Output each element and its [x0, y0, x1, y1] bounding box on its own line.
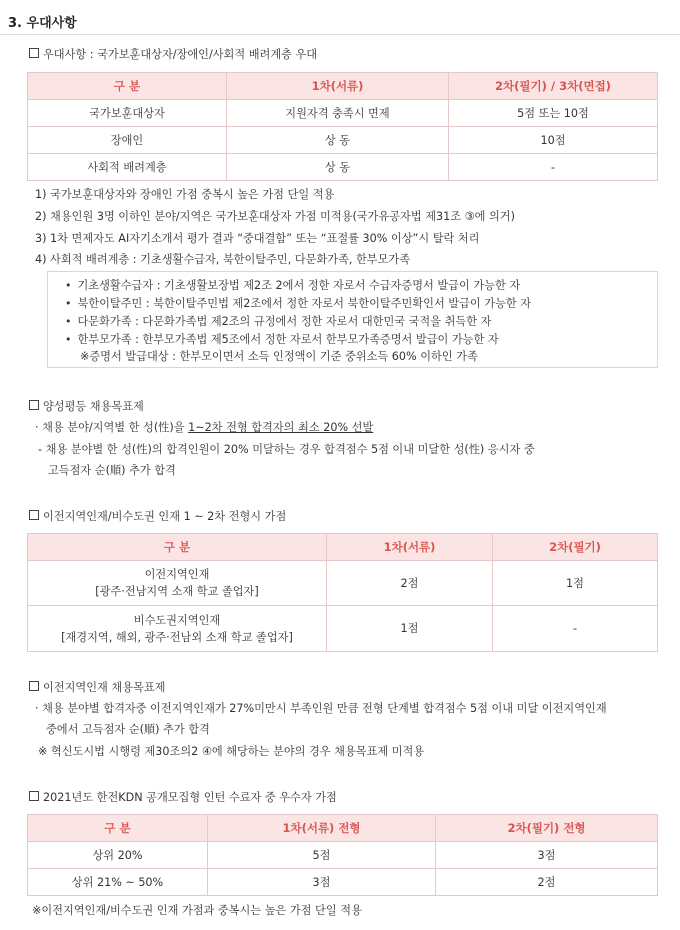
table-row	[28, 606, 658, 652]
section-title: 3. 우대사항	[8, 16, 77, 31]
list-item-text: 한부모가족 : 한부모가족법 제5조에서 정한 자로서 한부모가족증명서 발급이 가능한 자	[77, 333, 499, 346]
header-cell: 2차(필기) 전형	[436, 815, 658, 842]
note-4: 4) 사회적 배려계층 : 기초생활수급자, 북한이탈주민, 다문화가족, 한부모가족	[35, 253, 411, 266]
table-cell: 5점	[208, 842, 436, 869]
table-cell: 2점	[327, 561, 493, 606]
table-cell: 상 동	[227, 127, 449, 154]
table-cell: -	[449, 154, 658, 181]
table-cell: 사회적 배려계층	[28, 154, 227, 181]
intern-bonus-heading	[29, 789, 337, 805]
header-cell: 구 분	[28, 815, 208, 842]
note-1: 1) 국가보훈대상자와 장애인 가점 중복시 높은 가점 단일 적용	[35, 188, 335, 201]
social-group-box	[47, 271, 658, 368]
list-item-text: 북한이탈주민 : 북한이탈주민법 제2조에서 정한 자로서 북한이탈주민확인서 발급이 가능한 자	[77, 297, 532, 310]
cell-line: [광주·전남지역 소재 학교 졸업자]	[95, 585, 259, 598]
regional-target-line-1: · 채용 분야별 합격자중 이전지역인재가 27%미만시 부족인원 만큼 전형 단계별 합격점수 5점 이내 미달 이전지역인재	[35, 702, 607, 715]
list-item-text: 기초생활수급자 : 기초생활보장법 제2조 2에서 정한 자로서 수급자증명서 발급이 가능한 자	[77, 279, 521, 292]
table-row	[28, 154, 658, 181]
preference-heading	[29, 46, 317, 62]
cell-line: [재경지역, 해외, 광주·전남외 소재 학교 졸업자]	[61, 630, 293, 644]
intern-bonus-table	[27, 814, 658, 896]
table-cell: 상위 21% ~ 50%	[28, 869, 208, 896]
header-cell: 1차(서류)	[327, 534, 493, 561]
list-item	[65, 313, 491, 329]
table-cell: 1점	[327, 606, 493, 652]
box-note: ※증명서 발급대상 : 한부모이면서 소득 인정액이 기준 중위소득 60% 이하인 가족	[80, 350, 478, 363]
header-cell: 2차(필기) / 3차(면접)	[449, 73, 658, 100]
table-row	[28, 842, 658, 869]
table-cell: 5점 또는 10점	[449, 100, 658, 127]
gender-line-1-text: · 채용 분야/지역별 한 성(性)을	[35, 421, 189, 434]
gender-equality-heading-text: 양성평등 채용목표제	[43, 400, 144, 413]
regional-bonus-heading-text: 이전지역인재/비수도권 인재 1 ~ 2차 전형시 가점	[43, 510, 287, 523]
list-item	[65, 277, 520, 293]
regional-target-heading-text: 이전지역인재 채용목표제	[43, 681, 166, 694]
table-cell	[28, 606, 327, 652]
checkbox-square-icon	[29, 791, 39, 801]
list-item	[65, 331, 499, 347]
cell-line: 비수도권지역인재	[133, 613, 221, 627]
preference-table	[27, 72, 658, 181]
table-row	[28, 561, 658, 606]
table-cell: 상위 20%	[28, 842, 208, 869]
regional-target-line-3: ※ 혁신도시법 시행령 제30조의2 ④에 해당하는 분야의 경우 채용목표제 미적용	[38, 745, 425, 758]
bullet-icon: •	[65, 279, 72, 292]
bullet-icon: •	[65, 297, 72, 310]
checkbox-square-icon	[29, 400, 39, 410]
gender-line-3: 고득점자 순(順) 추가 합격	[48, 464, 176, 477]
regional-target-heading	[29, 679, 165, 695]
intern-bonus-note: ※이전지역인재/비수도권 인재 가점과 중복시는 높은 가점 단일 적용	[32, 904, 362, 917]
bullet-icon: •	[65, 333, 72, 346]
table-cell: 1점	[493, 561, 658, 606]
checkbox-square-icon	[29, 510, 39, 520]
bullet-icon: •	[65, 315, 72, 328]
gender-line-1-underlined: 1~2차 전형 합격자의 최소 20% 선발	[188, 421, 374, 434]
intern-bonus-heading-text: 2021년도 한전KDN 공개모집형 인턴 수료자 중 우수자 가점	[43, 791, 337, 804]
gender-line-2: - 채용 분야별 한 성(性)의 합격인원이 20% 미달하는 경우 합격점수 5점 이내 미달한 성(性) 응시자 중	[38, 443, 535, 456]
checkbox-square-icon	[29, 681, 39, 691]
header-cell: 1차(서류) 전형	[208, 815, 436, 842]
header-cell: 2차(필기)	[493, 534, 658, 561]
table-cell: 지원자격 충족시 면제	[227, 100, 449, 127]
table-cell: 3점	[436, 842, 658, 869]
cell-line: 이전지역인재	[144, 568, 210, 581]
table-cell: 10점	[449, 127, 658, 154]
table-row	[28, 100, 658, 127]
regional-bonus-table	[27, 533, 658, 652]
table-header-row	[28, 73, 658, 100]
regional-bonus-heading	[29, 508, 286, 524]
table-row	[28, 127, 658, 154]
table-cell: -	[493, 606, 658, 652]
list-item	[65, 295, 531, 311]
table-header-row	[28, 815, 658, 842]
table-cell: 2점	[436, 869, 658, 896]
note-3: 3) 1차 면제자도 AI자기소개서 평가 결과 “중대결함” 또는 “표절률 30% 이상”시 탈락 처리	[35, 232, 480, 245]
table-header-row	[28, 534, 658, 561]
header-cell: 구 분	[28, 534, 327, 561]
table-cell: 3점	[208, 869, 436, 896]
gender-line-1	[35, 419, 373, 435]
note-2: 2) 채용인원 3명 이하인 분야/지역은 국가보훈대상자 가점 미적용(국가유공자법 제31조 ③에 의거)	[35, 210, 515, 223]
gender-equality-heading	[29, 398, 144, 414]
table-cell	[28, 561, 327, 606]
list-item-text: 다문화가족 : 다문화가족법 제2조의 규정에서 정한 자로서 대한민국 국적을 취득한 자	[77, 315, 492, 328]
table-cell: 국가보훈대상자	[28, 100, 227, 127]
title-divider	[0, 34, 680, 35]
table-cell: 상 동	[227, 154, 449, 181]
preference-heading-text: 우대사항 : 국가보훈대상자/장애인/사회적 배려계층 우대	[43, 48, 318, 61]
header-cell: 1차(서류)	[227, 73, 449, 100]
regional-target-line-2: 중에서 고득점자 순(順) 추가 합격	[46, 723, 210, 736]
checkbox-square-icon	[29, 48, 39, 58]
table-row	[28, 869, 658, 896]
table-cell: 장애인	[28, 127, 227, 154]
header-cell: 구 분	[28, 73, 227, 100]
